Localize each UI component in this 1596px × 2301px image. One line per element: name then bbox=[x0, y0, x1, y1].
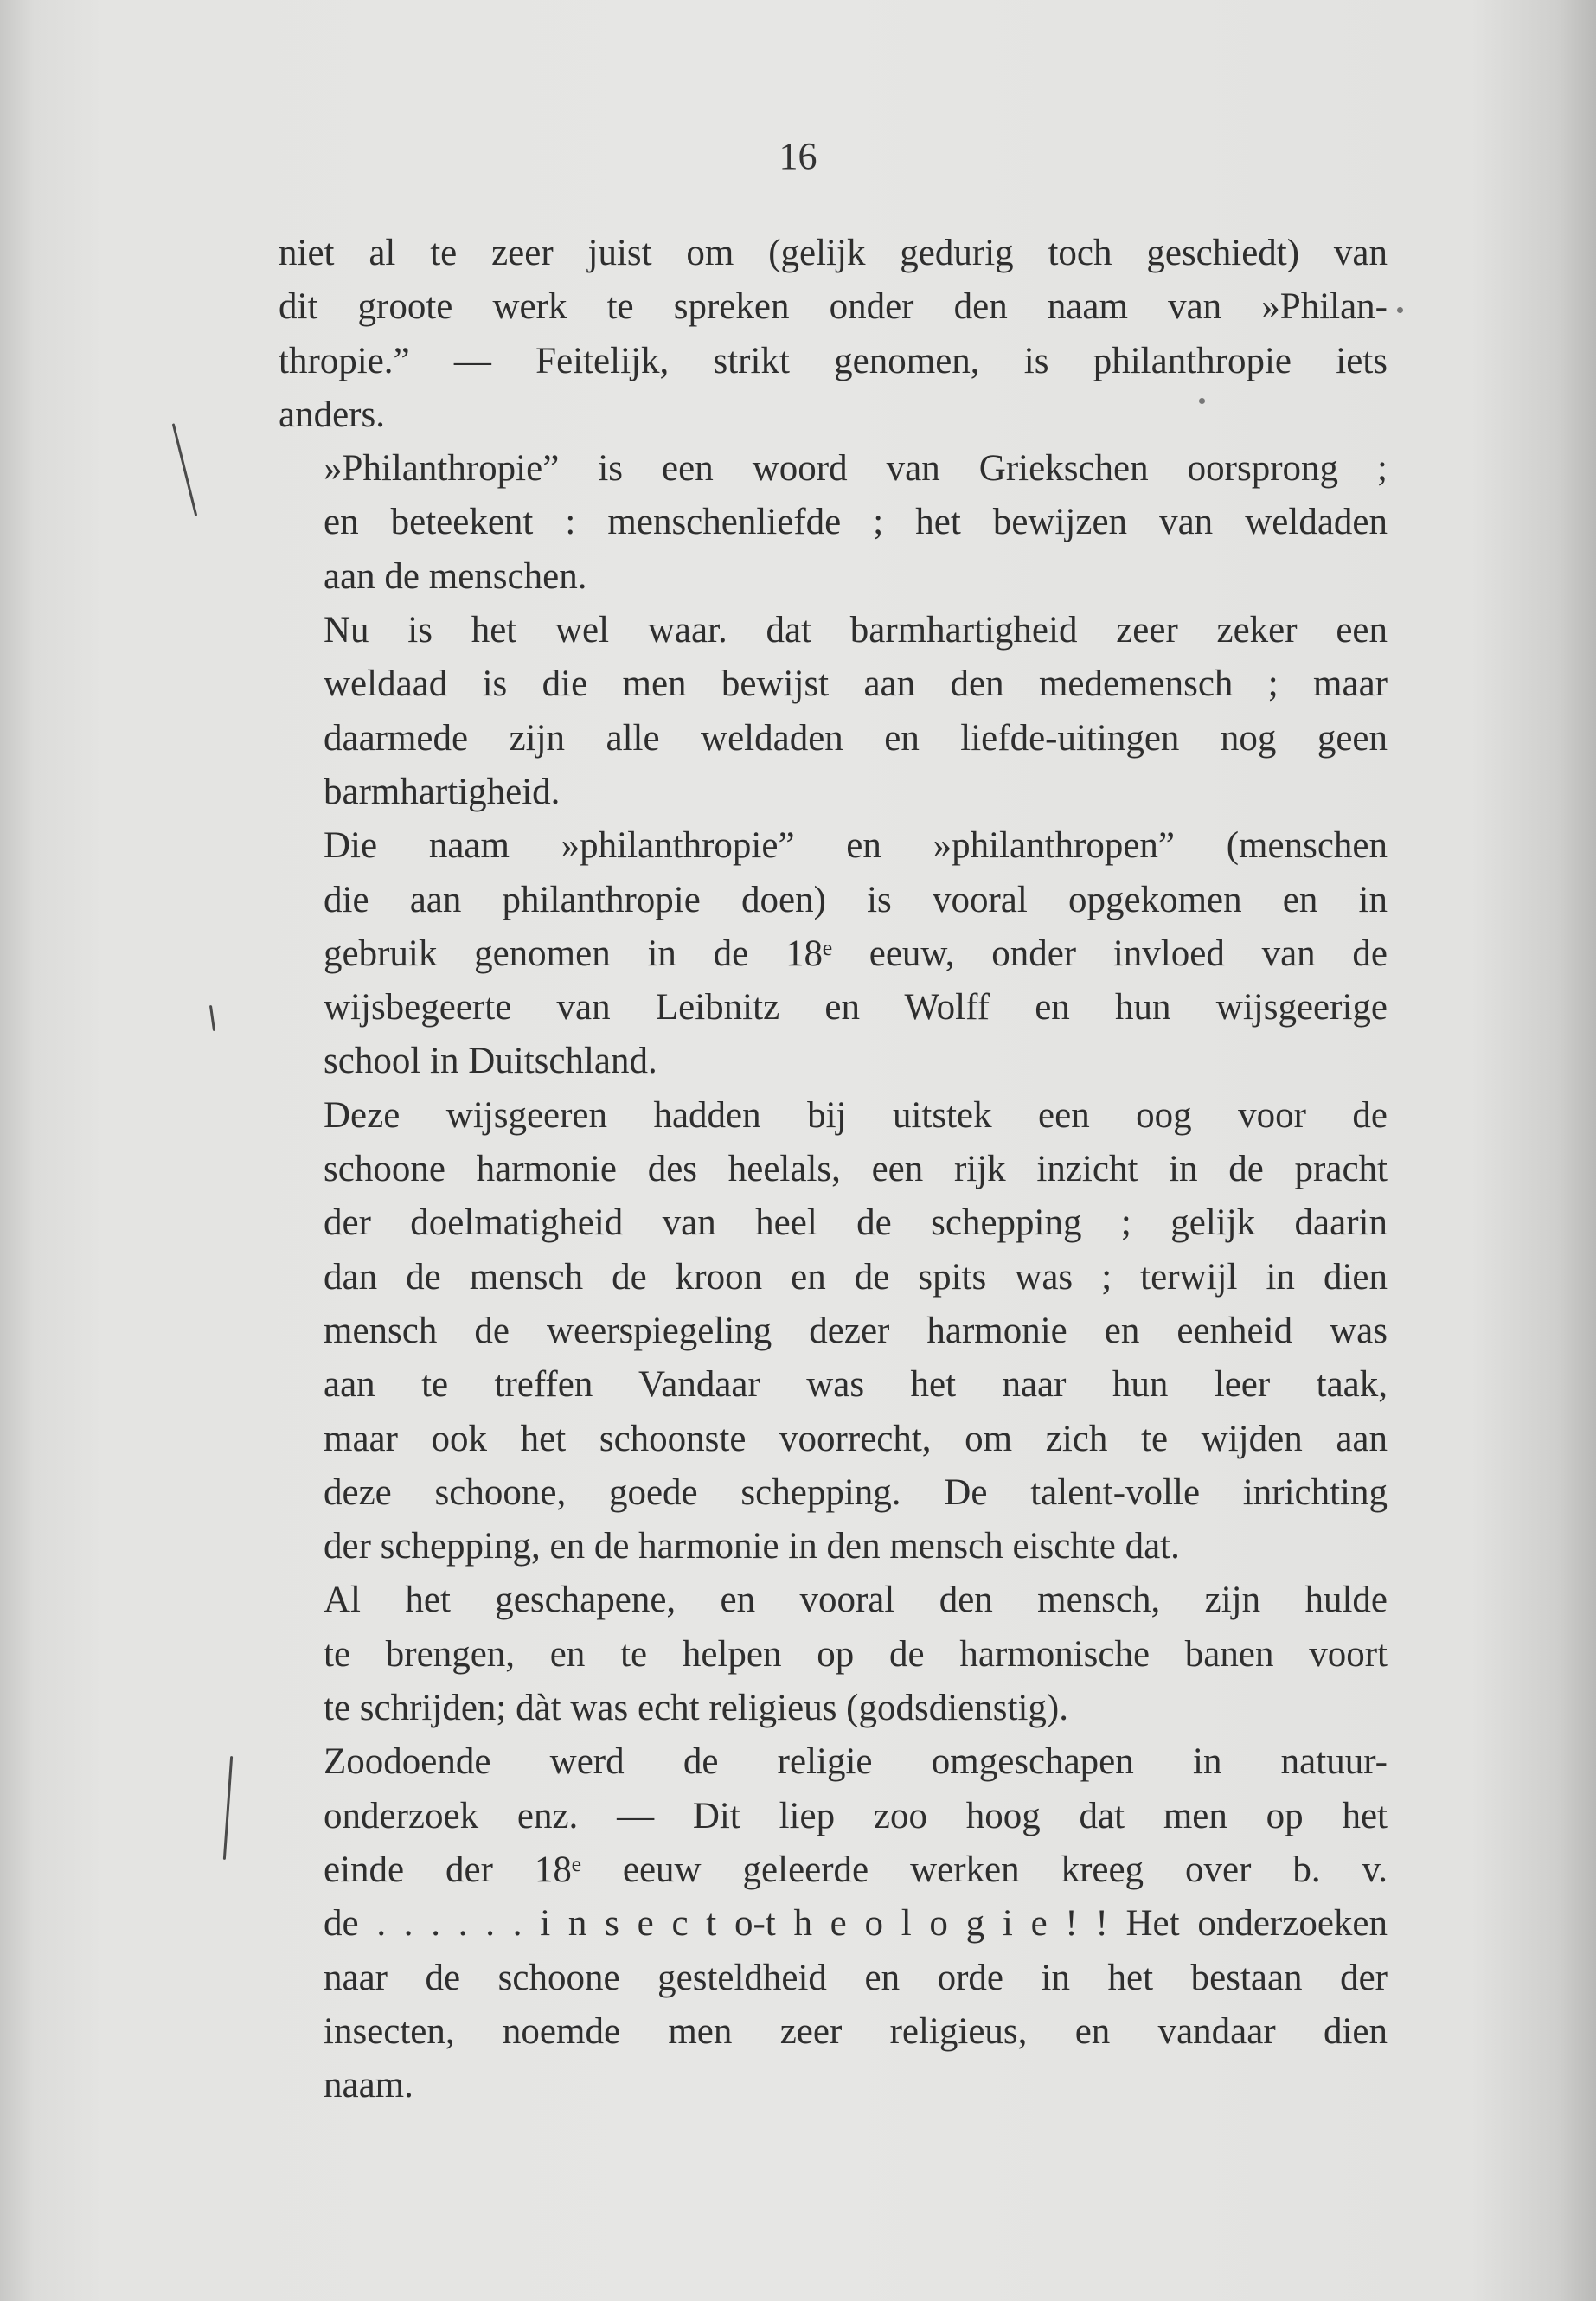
text-line: de . . . . . . i n s e c t o-t h e o l o g i e ! ! Het onderzoeken bbox=[324, 1903, 1388, 1945]
text-line: te brengen, en te helpen op de harmonische banen voort bbox=[324, 1633, 1388, 1675]
text-line: wijsbegeerte van Leibnitz en Wolff en hun wijsgeerige bbox=[324, 987, 1388, 1029]
text-line: einde der 18ᵉ eeuw geleerde werken kreeg over b. v. bbox=[324, 1849, 1388, 1890]
text-line: der doelmatigheid van heel de schepping ; gelijk daarin bbox=[324, 1202, 1388, 1244]
paragraph bbox=[279, 819, 1388, 1088]
text-line: Nu is het wel waar. dat barmhartigheid zeer zeker een bbox=[324, 610, 1388, 651]
text-line: Al het geschapene, en vooral den mensch, zijn hulde bbox=[324, 1580, 1388, 1621]
text-line: Die naam »philanthropie” en »philanthropen” (menschen bbox=[324, 825, 1388, 867]
text-line: dan de mensch de kroon en de spits was ; terwijl in dien bbox=[324, 1256, 1388, 1298]
paragraph bbox=[279, 442, 1388, 604]
text-line: insecten, noemde men zeer religieus, en vandaar dien bbox=[324, 2010, 1388, 2052]
margin-pencil-mark bbox=[172, 423, 198, 516]
text-line: barmhartigheid. bbox=[324, 771, 561, 812]
text-line: dit groote werk te spreken onder den naam van »Philan- bbox=[279, 286, 1388, 328]
paragraph bbox=[279, 227, 1388, 442]
text-line: deze schoone, goede schepping. De talent-volle inrichting bbox=[324, 1471, 1388, 1513]
text-line: die aan philanthropie doen) is vooral opgekomen en in bbox=[324, 879, 1388, 920]
text-line: aan de menschen. bbox=[324, 555, 587, 597]
text-line: Zoodoende werd de religie omgeschapen in natuur- bbox=[324, 1741, 1388, 1783]
text-line: naar de schoone gesteldheid en orde in het bestaan der bbox=[324, 1957, 1388, 1998]
paragraph bbox=[279, 1089, 1388, 1574]
ink-speck bbox=[1397, 307, 1403, 313]
paragraph bbox=[279, 1735, 1388, 2112]
text-line: weldaad is die men bewijst aan den medemensch ; maar bbox=[324, 663, 1388, 705]
text-line: school in Duitschland. bbox=[324, 1041, 657, 1082]
margin-pencil-mark bbox=[223, 1756, 233, 1860]
text-line: »Philanthropie” is een woord van Griekschen oorsprong ; bbox=[324, 448, 1388, 490]
margin-pencil-mark bbox=[209, 1005, 215, 1031]
text-line: naam. bbox=[324, 2065, 413, 2106]
text-line: schoone harmonie des heelals, een rijk inzicht in de pracht bbox=[324, 1149, 1388, 1190]
text-line: niet al te zeer juist om (gelijk gedurig toch geschiedt) van bbox=[279, 233, 1388, 273]
text-line: thropie.” — Feitelijk, strikt genomen, is philanthropie iets bbox=[279, 340, 1388, 381]
text-line: onderzoek enz. — Dit liep zoo hoog dat men op het bbox=[324, 1795, 1388, 1836]
page-number: 16 bbox=[779, 135, 817, 177]
text-line: der schepping, en de harmonie in den mensch eischte dat. bbox=[324, 1526, 1180, 1567]
text-line: gebruik genomen in de 18ᵉ eeuw, onder invloed van de bbox=[324, 933, 1388, 974]
paragraph bbox=[279, 1574, 1388, 1735]
paragraph bbox=[279, 604, 1388, 819]
body-text bbox=[279, 227, 1388, 2112]
text-line: en beteekent : menschenliefde ; het bewijzen van weldaden bbox=[324, 502, 1388, 543]
text-line: maar ook het schoonste voorrecht, om zich te wijden aan bbox=[324, 1418, 1388, 1459]
text-line: anders. bbox=[279, 394, 385, 435]
text-line: te schrijden; dàt was echt religieus (godsdienstig). bbox=[324, 1688, 1068, 1729]
text-line: aan te treffen Vandaar was het naar hun leer taak, bbox=[324, 1364, 1388, 1406]
text-line: daarmede zijn alle weldaden en liefde-uitingen nog geen bbox=[324, 717, 1388, 759]
text-line: Deze wijsgeeren hadden bij uitstek een oog voor de bbox=[324, 1094, 1388, 1136]
text-line: mensch de weerspiegeling dezer harmonie en eenheid was bbox=[324, 1310, 1388, 1351]
